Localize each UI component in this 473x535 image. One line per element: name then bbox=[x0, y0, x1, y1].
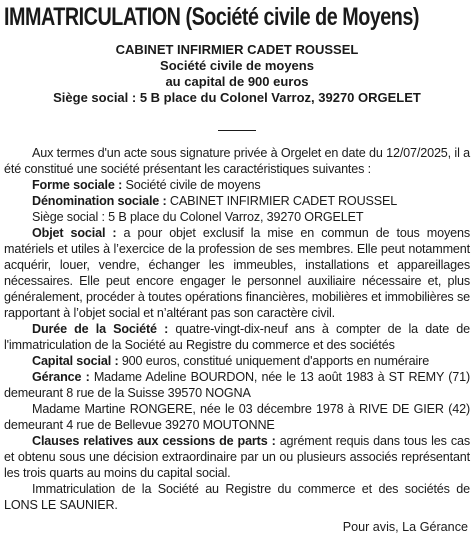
intro-paragraph: Aux termes d'un acte sous signature privée à Orgelet en date du 12/07/2025, il a été constitué une société présentant les caractéristiques suivantes : bbox=[4, 146, 470, 176]
clauses-cessions bbox=[4, 433, 470, 481]
denomination-sociale bbox=[4, 193, 470, 209]
forme-label: Forme sociale : bbox=[32, 178, 123, 192]
page-title: IMMATRICULATION (Société civile de Moyens) bbox=[4, 3, 420, 31]
capital-value: 900 euros, constitué uniquement d'apports en numéraire bbox=[118, 354, 430, 368]
objet-label: Objet social : bbox=[32, 226, 117, 240]
forme-value: Société civile de moyens bbox=[122, 178, 261, 192]
gerance-value: Madame Adeline BOURDON, née le 13 août 1983 à ST REMY (71) demeurant 8 rue de la Suisse 39570 NOGNA bbox=[4, 370, 471, 400]
duree-value: quatre-vingt-dix-neuf ans à compter de la date de l'immatriculation de la Société au Registre du commerce et des sociétés bbox=[4, 322, 471, 352]
gerance-second: Madame Martine RONGERE, née le 03 décembre 1978 à RIVE DE GIER (42) demeurant 4 rue de Bellevue 39270 MOUTONNE bbox=[4, 402, 470, 432]
notice-body bbox=[4, 145, 470, 513]
gerance bbox=[4, 369, 470, 401]
separator-rule bbox=[218, 130, 256, 131]
clauses-value: agrément requis dans tous les cas et obtenu sous une décision extraordinaire par un ou plusieurs associés représentant les trois quarts au moins du capital social. bbox=[4, 434, 470, 480]
capital-social bbox=[4, 353, 470, 369]
denomination-label: Dénomination sociale : bbox=[32, 194, 167, 208]
immatriculation-rcs: Immatriculation de la Société au Registre du commerce et des sociétés de LONS LE SAUNIER. bbox=[4, 482, 470, 512]
denomination-value: CABINET INFIRMIER CADET ROUSSEL bbox=[166, 194, 398, 208]
company-type: Société civile de moyens bbox=[160, 58, 314, 73]
objet-value: a pour objet exclusif la mise en commun de tous moyens matériels et utiles à l’exercice de la profession de ses membres. Elle peut notamment acquérir, louer, vendre, échanger les immeubles, installations et appareillages nécessaires. Elle peut encore engager le personnel auxiliaire nécessaire et, plus généralement, procéder à toutes opérations financières, mobilières et immobilières se rapportant à l’objet social et n’altérant pas son caractère civil. bbox=[4, 226, 470, 320]
clauses-label: Clauses relatives aux cessions de parts : bbox=[32, 434, 276, 448]
gerance-label: Gérance : bbox=[32, 370, 90, 384]
company-seat: Siège social : 5 B place du Colonel Varroz, 39270 ORGELET bbox=[53, 90, 421, 105]
siege-social: Siège social : 5 B place du Colonel Varroz, 39270 ORGELET bbox=[32, 210, 364, 224]
duree-societe bbox=[4, 321, 470, 353]
company-header bbox=[4, 42, 470, 106]
forme-sociale bbox=[4, 177, 470, 193]
objet-social bbox=[4, 225, 470, 321]
company-name: CABINET INFIRMIER CADET ROUSSEL bbox=[115, 42, 359, 57]
signature: Pour avis, La Gérance bbox=[342, 520, 468, 534]
company-capital: au capital de 900 euros bbox=[165, 74, 309, 89]
capital-label: Capital social : bbox=[32, 354, 119, 368]
duree-label: Durée de la Société : bbox=[32, 322, 169, 336]
